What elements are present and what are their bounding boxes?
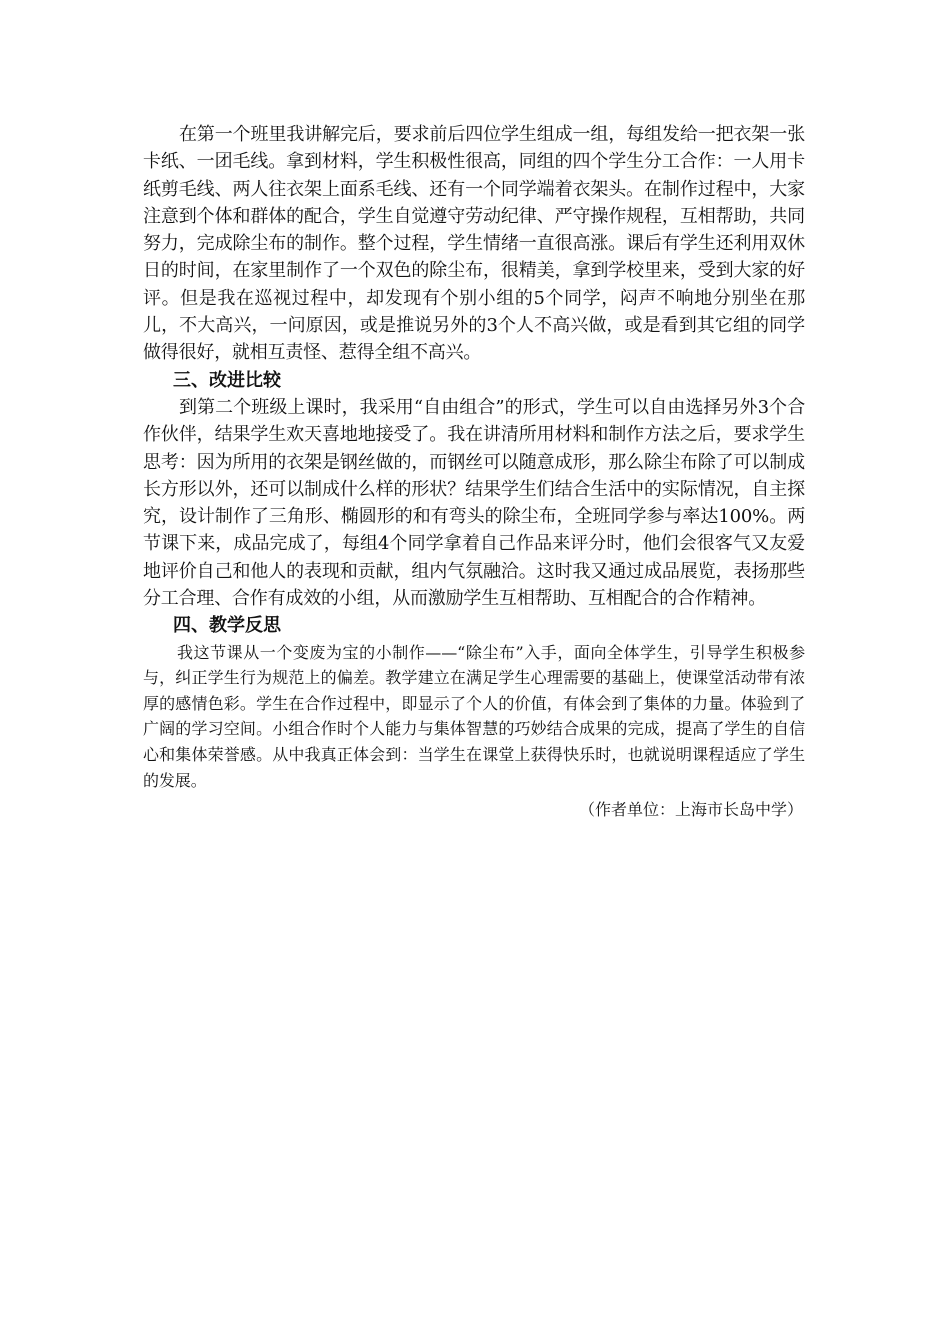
author-affiliation: （作者单位：上海市长岛中学） xyxy=(578,800,803,820)
paragraph-free-grouping: 到第二个班级上课时，我采用“自由组合”的形式，学生可以自由选择另外3个合作伙伴，结果学生欢天喜地地接受了。我在讲清所用材料和制作方法之后，要求学生思考：因为所用的衣架是钢丝做的，而钢丝可以随意成形，那么除尘布除了可以制成长方形以外，还可以制成什么样的形状？结果学生们结合生活中的实际情况，自主探究，设计制作了三角形、椭圆形的和有弯头的除尘布，全班同学参与率达100%。两节课下来，成品完成了，每组4个同学拿着自己作品来评分时，他们会很客气又友爱地评价自己和他人的表现和贡献，组内气氛融洽。这时我又通过成品展览，表扬那些分工合理、合作有成效的小组，从而激励学生互相帮助、互相配合的合作精神。 xyxy=(143,396,805,610)
paragraph-group-work: 在第一个班里我讲解完后，要求前后四位学生组成一组，每组发给一把衣架一张卡纸、一团毛线。拿到材料，学生积极性很高，同组的四个学生分工合作：一人用卡纸剪毛线、两人往衣架上面系毛线、还有一个同学端着衣架头。在制作过程中，大家注意到个体和群体的配合，学生自觉遵守劳动纪律、严守操作规程，互相帮助，共同努力，完成除尘布的制作。整个过程，学生情绪一直很高涨。课后有学生还利用双休日的时间，在家里制作了一个双色的除尘布，很精美，拿到学校里来，受到大家的好评。但是我在巡视过程中，却发现有个别小组的5个同学，闷声不响地分别坐在那儿，不大高兴，一问原因，或是推说另外的3个人不高兴做，或是看到其它组的同学做得很好，就相互责怪、惹得全组不高兴。 xyxy=(143,124,805,364)
document-body xyxy=(143,121,805,823)
section-heading-improvement: 三、改进比较 xyxy=(173,369,281,391)
paragraph-reflection: 我这节课从一个变废为宝的小制作——“除尘布”入手，面向全体学生，引导学生积极参与，纠正学生行为规范上的偏差。教学建立在满足学生心理需要的基础上，使课堂活动带有浓厚的感情色彩。学生在合作过程中，即显示了个人的价值，有体会到了集体的力量。体验到了广阔的学习空间。小组合作时个人能力与集体智慧的巧妙结合成果的完成，提高了学生的自信心和集体荣誉感。从中我真正体会到：当学生在课堂上获得快乐时，也就说明课程适应了学生的发展。 xyxy=(143,642,805,790)
section-heading-reflection: 四、教学反思 xyxy=(173,615,281,637)
